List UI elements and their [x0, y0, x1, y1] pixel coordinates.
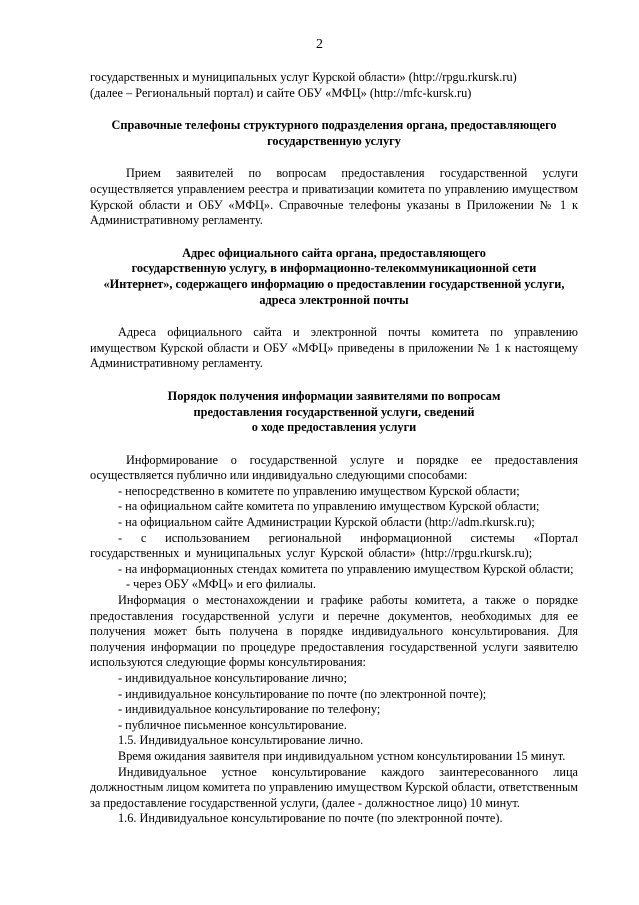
informing-methods-list — [90, 484, 578, 593]
heading-line: о ходе предоставления услуги — [251, 420, 417, 435]
paragraph-informing: Информирование о государственной услуге и порядке ее предоставления осуществляется публично или индивидуально следующими способами: — [90, 452, 578, 483]
list-item: - индивидуальное консультирование по телефону; — [118, 702, 381, 717]
paragraph-reception: Прием заявителей по вопросам предоставления государственной услуги осуществляется управлением реестра и приватизации комитета по управлению имуществом Курской области и ОБУ «МФЦ». Справочные телефоны указаны в Приложении № 1 к Административному регламенту. — [90, 166, 578, 228]
heading-line: государственную услугу — [267, 133, 401, 148]
paragraph-location-info: Информация о местонахождении и графике работы комитета, а также о порядке предоставления государственной услуги и перечне документов, необходимых для ее получения может быть получена в порядке индивидуального консультирования. Для получения информации по процедуре предоставления государственной услуги заявителю используются следующие формы консультирования: — [90, 593, 578, 670]
list-item: - индивидуальное консультирование лично; — [118, 671, 347, 685]
page-number: 2 — [316, 37, 323, 52]
list-item: - публичное письменное консультирование. — [118, 717, 347, 732]
list-item: - индивидуальное консультирование по почте (по электронной почте); — [118, 686, 487, 701]
heading-line: государственную услугу, в информационно-телекоммуникационной сети — [131, 261, 537, 276]
list-item: - на информационных стендах комитета по управлению имуществом Курской области; — [118, 561, 574, 576]
heading-line: предоставления государственной услуги, сведений — [193, 404, 475, 419]
paragraph-addresses: Адреса официального сайта и электронной почты комитета по управлению имуществом Курской области и ОБУ «МФЦ» приведены в приложении № 1 к настоящему Административному регламенту. — [90, 325, 578, 371]
list-item: - через ОБУ «МФЦ» и его филиалы. — [126, 577, 316, 592]
item-1-5: 1.5. Индивидуальное консультирование лично. — [118, 733, 364, 748]
section-heading-website — [90, 246, 578, 308]
section-heading-phones — [90, 118, 578, 149]
heading-line: Порядок получения информации заявителями по вопросам — [167, 388, 501, 403]
list-item: - непосредственно в комитете по управлению имуществом Курской области; — [118, 483, 520, 498]
heading-line: Адрес официального сайта органа, предоставляющего — [182, 245, 486, 260]
list-item: - на официальном сайте комитета по управлению имуществом Курской области; — [118, 499, 540, 514]
section-heading-info-order — [90, 389, 578, 436]
list-item: - с использованием региональной информационной системы «Портал государственных и муниципальных услуг Курской области» (http://rpgu.rkursk.ru); — [90, 530, 578, 561]
paragraph-oral-consulting: Индивидуальное устное консультирование каждого заинтересованного лица должностным лицом комитета по управлению имуществом Курской области, ответственным за предоставление государственной услуги, (далее - должностное лицо) 10 минут. — [90, 764, 578, 810]
item-1-6: 1.6. Индивидуальное консультирование по почте (по электронной почте). — [118, 811, 503, 826]
heading-line: «Интернет», содержащего информацию о предоставлении государственной услуги, — [103, 276, 565, 291]
intro-line: государственных и муниципальных услуг Курской области» (http://rpgu.rkursk.ru) — [90, 70, 517, 84]
paragraph-wait-time: Время ожидания заявителя при индивидуальном устном консультировании 15 минут. — [118, 748, 566, 763]
intro-line: (далее – Региональный портал) и сайте ОБУ «МФЦ» (http://mfc-kursk.ru) — [90, 85, 472, 100]
heading-line: адреса электронной почты — [259, 292, 409, 307]
heading-line: Справочные телефоны структурного подразделения органа, предоставляющего — [111, 118, 557, 133]
consulting-forms-list — [90, 671, 578, 733]
list-item: - на официальном сайте Администрации Курской области (http://adm.rkursk.ru); — [118, 515, 535, 530]
document-body — [90, 70, 578, 827]
